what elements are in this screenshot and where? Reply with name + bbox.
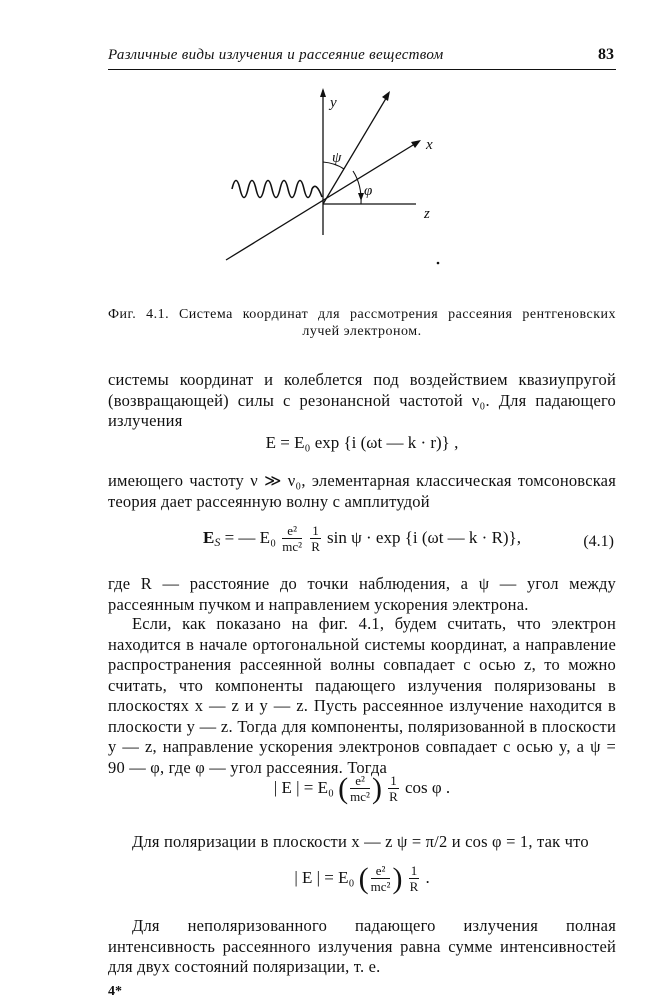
x-label: x — [426, 137, 433, 153]
eq2-sub: S — [214, 534, 221, 549]
eq2-lhs: E — [203, 527, 215, 547]
phi-arc — [353, 171, 361, 204]
incident-wave — [232, 181, 322, 198]
eq3-fraction-2 — [388, 774, 399, 804]
eq2-frac1-den: mc² — [282, 539, 303, 554]
running-header: Различные виды излучения и рассеяние веществом — [108, 47, 444, 63]
eq4-fraction-2 — [409, 864, 420, 894]
paragraph-3: где R — расстояние до точки наблюдения, а ψ — угол между рассеянным пучком и направлением ускорения электрона. — [108, 574, 616, 614]
eq3-fraction — [350, 774, 370, 804]
eq3-frac2-den: R — [389, 789, 398, 804]
eq3-lhs: | E | = E₀ — [273, 777, 334, 797]
eq2-fraction-2 — [310, 524, 321, 554]
equation-4-1 — [108, 524, 616, 554]
signature-mark: 4* — [108, 984, 122, 999]
x-axis — [226, 142, 418, 260]
eq2-frac1-num: e² — [282, 524, 302, 539]
y-arrow-head — [320, 88, 326, 97]
paragraph-5: Для поляризации в плоскости x — z ψ = π/2 и cos φ = 1, так что — [132, 832, 589, 851]
paragraph-1: системы координат и колеблется под воздействием квазиупругой (возвращающей) силы с резонансной частотой ν₀. Для падающего излучения — [108, 370, 616, 430]
eq4-frac-num: e² — [371, 864, 391, 879]
page-number: 83 — [598, 46, 614, 63]
y-label: y — [330, 95, 337, 111]
equation-3: | E | = E₀ ( $\frac{\text{e²}}{\text{mc²}}$ ) $\frac{1}{R}$ cos φ . — [273, 772, 451, 805]
eq2-mid: = — E₀ — [224, 527, 276, 547]
eq4-fraction — [371, 864, 391, 894]
coordinate-figure — [210, 85, 460, 275]
equation-1: E = E₀ exp {i (ωt — k · r)} , — [265, 433, 459, 452]
header-rule — [108, 69, 616, 70]
eq4-rhs: . — [425, 867, 430, 887]
eq4-frac2-num: 1 — [410, 863, 418, 878]
eq3-frac-num: e² — [350, 774, 370, 789]
figure-caption: Фиг. 4.1. Система координат для рассмотрения рассеяния рентгеновских лучей электроном. — [108, 307, 616, 339]
psi-label: ψ — [332, 150, 342, 166]
eq2-frac2-num: 1 — [312, 523, 319, 538]
stray-mark — [437, 262, 440, 265]
x-arrow-head — [411, 140, 421, 148]
ray-arrow-head — [382, 91, 390, 101]
eq3-rhs: cos φ . — [404, 777, 451, 797]
paragraph-6: Для неполяризованного падающего излучения полная интенсивность рассеянного излучения равна сумме интенсивностей для двух состояний поляризации, т. е. — [108, 916, 616, 976]
paragraph-4: Если, как показано на фиг. 4.1, будем считать, что электрон находится в начале ортогональной системы координат, а направление распространения рассеянной волны совпадает с осью z, то можно считать, что компоненты падающего излучения поляризованы в плоскостях x — z и y — z. Пусть рассеянное излучение находится в плоскости y — z. Тогда для компоненты, поляризованной в плоскости y — z, направление ускорения электронов совпадает с осью y, а ψ = 90 — φ, где φ — угол рассеяния. Тогда — [108, 614, 616, 777]
equation-number: (4.1) — [583, 533, 614, 550]
phi-label: φ — [364, 183, 373, 199]
z-label: z — [424, 206, 430, 222]
eq4-lhs: | E | = E₀ — [294, 867, 355, 887]
eq2-frac2-den: R — [311, 539, 320, 554]
eq2-fraction-1 — [282, 524, 302, 554]
eq4-frac2-den: R — [409, 879, 419, 894]
eq3-frac-den: mc² — [350, 789, 370, 804]
eq2-rhs: sin ψ · exp {i (ωt — k · R)}, — [327, 527, 521, 547]
eq3-frac2-num: 1 — [390, 773, 397, 788]
paragraph-2: имеющего частоту ν ≫ ν₀, элементарная классическая томсоновская теория дает рассеянную волну с амплитудой — [108, 471, 616, 511]
equation-4: | E | = E₀ ( $\frac{\text{e²}}{\text{mc²}}$ ) $\frac{1}{R}$ . — [294, 862, 430, 895]
eq4-frac-den: mc² — [370, 879, 391, 894]
